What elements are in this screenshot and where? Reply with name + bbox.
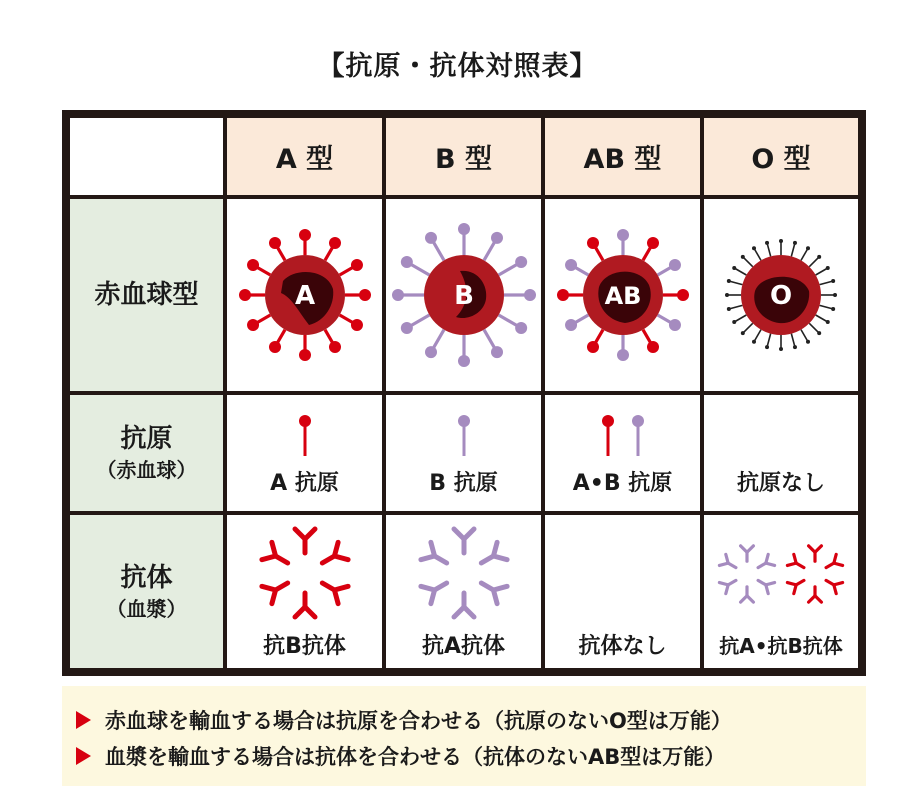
antibody-arm <box>266 542 280 556</box>
spike-tip <box>765 345 769 349</box>
spike-tip <box>725 293 729 297</box>
antibody-y-shape <box>741 587 754 602</box>
notes-box <box>62 686 866 786</box>
row-header-rbc <box>70 199 223 391</box>
antigen-head <box>269 237 281 249</box>
antigen-head <box>491 232 503 244</box>
antigen-head <box>350 319 362 331</box>
spike-tip <box>727 307 731 311</box>
spike <box>820 305 834 309</box>
antigen-head <box>677 289 689 301</box>
antibody-y-shape <box>809 587 822 602</box>
antigen-head <box>329 237 341 249</box>
spike <box>743 257 753 267</box>
spike <box>754 330 761 342</box>
antigen-label-a: A 抗原 <box>270 470 339 496</box>
antibody-y-shape <box>420 542 451 571</box>
antigen-head <box>587 341 599 353</box>
antigen-head <box>359 289 371 301</box>
antibody-arm <box>831 585 840 594</box>
antibody-y-shape <box>261 542 292 571</box>
cell-letter: A <box>294 281 315 311</box>
spike-tip <box>826 320 830 324</box>
spike-tip <box>831 279 835 283</box>
antibody-y-shape <box>476 542 507 571</box>
antibody-arm <box>809 596 815 602</box>
blood-type-table <box>62 110 866 676</box>
rbc-a-illustration <box>230 220 380 370</box>
antigen-label-ab: A•B 抗原 <box>572 470 673 496</box>
antibody-cell-ab <box>545 515 700 668</box>
antigen-head <box>247 319 259 331</box>
spike-tip <box>817 331 821 335</box>
antigen-head <box>299 229 311 241</box>
antibody-anti-b-icon <box>255 523 355 623</box>
antigen-head <box>617 349 629 361</box>
spike <box>820 281 834 285</box>
triangle-bullet-icon <box>76 711 91 729</box>
antigen-cell-ab <box>545 395 700 511</box>
antibody-y-shape <box>295 593 315 617</box>
spike <box>801 330 808 342</box>
antibody-arm <box>741 596 747 602</box>
spike-tip <box>741 255 745 259</box>
rbc-o-illustration <box>706 220 856 370</box>
spike-tip <box>732 320 736 324</box>
antibody-y-shape <box>454 593 474 617</box>
antigen-head <box>515 322 527 334</box>
antigen-head <box>491 346 503 358</box>
antibody-y-shape <box>719 575 739 594</box>
antibody-arm <box>305 529 315 539</box>
antibody-anti-a-icon <box>414 523 514 623</box>
antigen-label-b: B 抗原 <box>429 470 498 496</box>
antigen-cell-b <box>386 395 541 511</box>
antibody-y-shape <box>787 575 807 594</box>
spike-tip <box>793 345 797 349</box>
antigen-head <box>617 229 629 241</box>
antigen-head <box>557 289 569 301</box>
antibody-label-o: 抗A•抗B抗体 <box>719 634 843 658</box>
antibody-y-shape <box>295 529 315 553</box>
antibody-y-shape <box>420 574 451 603</box>
rbc-b-illustration <box>389 220 539 370</box>
note-text: 赤血球を輸血する場合は抗原を合わせる（抗原のないO型は万能） <box>105 709 732 733</box>
spike-tip <box>765 241 769 245</box>
column-header-o: O 型 <box>704 118 858 195</box>
rbc-cell-o <box>704 199 858 391</box>
antigen-head <box>587 237 599 249</box>
antibody-y-shape <box>823 554 843 573</box>
antigen-head <box>458 355 470 367</box>
antibody-label-ab: 抗体なし <box>578 634 667 659</box>
antigen-ab-icon <box>588 410 658 460</box>
spike <box>801 248 808 260</box>
antigen-head <box>400 322 412 334</box>
antigen-head <box>515 256 527 268</box>
spike-tip <box>752 340 756 344</box>
cell-letter: B <box>453 281 474 311</box>
antigen-head <box>425 232 437 244</box>
antibody-y-shape <box>755 554 775 573</box>
column-header-ab: AB 型 <box>545 118 700 195</box>
spike <box>809 257 819 267</box>
rbc-ab-illustration <box>548 220 698 370</box>
antibody-arm <box>425 542 439 556</box>
antibody-y-shape <box>823 575 843 594</box>
antigen-head <box>668 319 680 331</box>
antibody-label-a: 抗B抗体 <box>263 634 346 659</box>
antibody-arm <box>464 529 474 539</box>
antigen-head <box>647 237 659 249</box>
spike-tip <box>741 331 745 335</box>
cell-letter: AB <box>604 282 641 310</box>
spike-tip <box>826 266 830 270</box>
antigen-head <box>247 259 259 271</box>
spike <box>809 323 819 333</box>
antigen-head <box>269 341 281 353</box>
antigen-a-icon <box>285 410 325 460</box>
note-item <box>76 702 866 738</box>
antibody-anti-a-small-icon <box>715 542 779 606</box>
row-sublabel-antibody: （血漿） <box>106 596 187 621</box>
row-label-antigen: 抗原 <box>120 424 173 454</box>
column-header-b: B 型 <box>386 118 541 195</box>
antigen-head <box>565 259 577 271</box>
antigen-head <box>350 259 362 271</box>
antigen-head <box>524 289 536 301</box>
antibody-label-b: 抗A抗体 <box>421 634 506 659</box>
column-header-a: A 型 <box>227 118 382 195</box>
antibody-y-shape <box>317 574 348 603</box>
spike-tip <box>833 293 837 297</box>
antigen-head <box>392 289 404 301</box>
antibody-arm <box>791 554 800 563</box>
spike <box>767 334 771 348</box>
antibody-arm <box>815 546 821 552</box>
spike-tip <box>793 241 797 245</box>
spike-tip <box>817 255 821 259</box>
antibody-arm <box>723 554 732 563</box>
spike <box>791 243 795 257</box>
antibody-cell-b <box>386 515 541 668</box>
spike <box>816 315 828 322</box>
spike <box>729 305 743 309</box>
antigen-head <box>299 349 311 361</box>
antibody-arm <box>329 590 343 604</box>
cell-letter: O <box>769 281 793 311</box>
antibody-y-shape <box>719 554 739 573</box>
antigen-b-icon <box>444 410 484 460</box>
spike-tip <box>779 239 783 243</box>
antibody-arm <box>488 590 502 604</box>
spike <box>767 243 771 257</box>
spike <box>754 248 761 260</box>
table-title: 【抗原・抗体対照表】 <box>317 51 598 82</box>
note-item <box>76 738 866 774</box>
spike <box>734 268 746 275</box>
spike-tip <box>831 307 835 311</box>
spike <box>791 334 795 348</box>
row-header-antibody <box>70 515 223 668</box>
antigen-head <box>668 259 680 271</box>
rbc-cell-ab <box>545 199 700 391</box>
antibody-arm <box>295 607 305 617</box>
spike <box>734 315 746 322</box>
spike-tip <box>806 340 810 344</box>
corner-cell <box>70 118 223 195</box>
antigen-head <box>647 341 659 353</box>
spike <box>743 323 753 333</box>
row-label-antibody: 抗体 <box>120 562 173 593</box>
antibody-y-shape <box>317 542 348 571</box>
antibody-y-shape <box>809 546 822 561</box>
antibody-anti-b-small-icon <box>783 542 847 606</box>
antibody-arm <box>454 607 464 617</box>
antigen-head <box>329 341 341 353</box>
antigen-cell-a <box>227 395 382 511</box>
spike <box>729 281 743 285</box>
spike-tip <box>806 246 810 250</box>
antibody-y-shape <box>261 574 292 603</box>
antibody-arm <box>763 585 772 594</box>
spike-tip <box>732 266 736 270</box>
row-sublabel-antigen: （赤血球） <box>96 458 197 482</box>
rbc-cell-a <box>227 199 382 391</box>
antibody-arm <box>747 546 753 552</box>
triangle-bullet-icon <box>76 747 91 765</box>
spike-tip <box>752 246 756 250</box>
antibody-y-shape <box>454 529 474 553</box>
spike <box>816 268 828 275</box>
antibody-y-shape <box>755 575 775 594</box>
antigen-head <box>400 256 412 268</box>
antigen-head <box>425 346 437 358</box>
note-text: 血漿を輸血する場合は抗体を合わせる（抗体のないAB型は万能） <box>105 745 726 769</box>
row-label-rbc: 赤血球型 <box>94 280 199 310</box>
row-header-antigen <box>70 395 223 511</box>
antibody-cell-a <box>227 515 382 668</box>
antigen-head <box>565 319 577 331</box>
antigen-cell-o <box>704 395 858 511</box>
spike-tip <box>779 347 783 351</box>
antigen-label-o: 抗原なし <box>736 470 825 496</box>
antibody-y-shape <box>476 574 507 603</box>
spike-tip <box>727 279 731 283</box>
antibody-y-shape <box>741 546 754 561</box>
antibody-cell-o <box>704 515 858 668</box>
rbc-cell-b <box>386 199 541 391</box>
antigen-head <box>239 289 251 301</box>
antibody-y-shape <box>787 554 807 573</box>
antigen-head <box>458 223 470 235</box>
